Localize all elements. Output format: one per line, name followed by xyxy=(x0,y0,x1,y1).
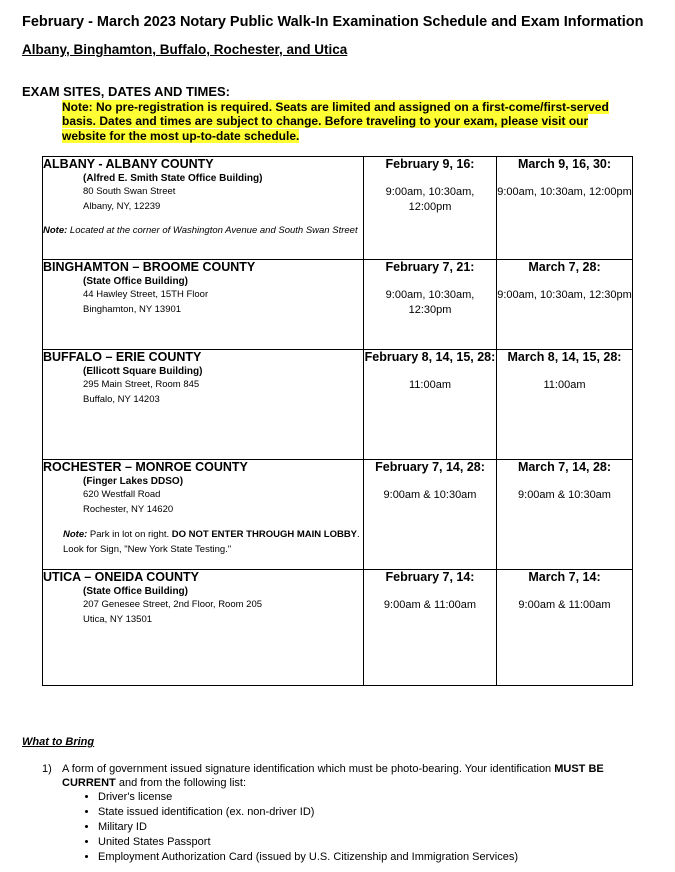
site-cell xyxy=(43,570,364,686)
march-dates: March 8, 14, 15, 28: xyxy=(507,350,622,364)
table-row xyxy=(43,460,633,570)
table-row xyxy=(43,570,633,686)
site-address-line-2: Binghamton, NY 13901 xyxy=(83,304,182,315)
exam-schedule-table xyxy=(42,156,633,686)
site-note-text: Located at the corner of Washington Avenue and South Swan Street xyxy=(67,225,358,236)
site-building: (Ellicott Square Building) xyxy=(83,366,203,377)
site-building: (State Office Building) xyxy=(83,276,188,287)
site-cell xyxy=(43,460,364,570)
table-row xyxy=(43,260,633,350)
note-line-2: basis. Dates and times are subject to change. Before traveling to your exam, please visit our xyxy=(62,114,589,129)
february-cell xyxy=(364,350,497,460)
table-row xyxy=(43,157,633,260)
page-subtitle: Albany, Binghamton, Buffalo, Rochester, and Utica xyxy=(22,42,348,57)
february-cell xyxy=(364,460,497,570)
site-name: BUFFALO – ERIE COUNTY xyxy=(43,350,202,364)
site-building: (Finger Lakes DDSO) xyxy=(83,476,184,487)
site-address-line-2: Utica, NY 13501 xyxy=(83,614,153,625)
site-address-line-2: Buffalo, NY 14203 xyxy=(83,394,160,405)
site-address-line-1: 80 South Swan Street xyxy=(83,186,176,197)
what-to-bring-heading: What to Bring xyxy=(22,736,95,748)
id-requirement-emphasis: MUST BE CURRENT xyxy=(62,763,604,789)
site-name: ALBANY - ALBANY COUNTY xyxy=(43,157,214,171)
march-cell xyxy=(497,350,633,460)
february-dates: February 7, 14, 28: xyxy=(375,460,485,474)
site-address-line-2: Albany, NY, 12239 xyxy=(83,201,161,212)
id-requirement-end: and from the following list: xyxy=(115,777,247,789)
site-note xyxy=(63,527,363,557)
february-dates: February 9, 16: xyxy=(385,157,475,171)
february-cell xyxy=(364,157,497,260)
february-times: 11:00am xyxy=(409,379,451,391)
february-times: 9:00am, 10:30am, 12:00pm xyxy=(385,186,475,213)
february-dates: February 8, 14, 15, 28: xyxy=(364,350,496,364)
site-note-text: Park in lot on right. xyxy=(87,529,172,540)
list-item: • Employment Authorization Card (issued by U.S. Citizenship and Immigration Services) xyxy=(98,850,642,865)
site-note-label: Note: xyxy=(43,225,68,236)
site-building: (Alfred E. Smith State Office Building) xyxy=(83,173,263,184)
site-address-line-1: 44 Hawley Street, 15TH Floor xyxy=(83,289,209,300)
site-building: (State Office Building) xyxy=(83,586,188,597)
site-address-line-1: 207 Genesee Street, 2nd Floor, Room 205 xyxy=(83,599,263,610)
site-cell xyxy=(43,157,364,260)
february-cell xyxy=(364,260,497,350)
site-note-label: Note: xyxy=(63,529,88,540)
march-times: 11:00am xyxy=(543,379,586,391)
march-times: 9:00am, 10:30am, 12:30pm xyxy=(497,289,632,301)
march-times: 9:00am, 10:30am, 12:00pm xyxy=(497,186,632,198)
site-address-line-1: 620 Westfall Road xyxy=(83,489,161,500)
march-cell xyxy=(497,460,633,570)
list-item xyxy=(42,762,642,790)
list-item: • State issued identification (ex. non-driver ID) xyxy=(98,805,642,820)
site-cell xyxy=(43,350,364,460)
march-times: 9:00am & 10:30am xyxy=(518,489,611,501)
march-times: 9:00am & 11:00am xyxy=(518,599,611,611)
site-address-line-2: Rochester, NY 14620 xyxy=(83,504,174,515)
list-item: • Military ID xyxy=(98,820,642,835)
site-address-line-1: 295 Main Street, Room 845 xyxy=(83,379,200,390)
what-to-bring-list xyxy=(42,762,642,865)
page-title: February - March 2023 Notary Public Walk-In Examination Schedule and Exam Information xyxy=(22,14,644,30)
site-name: BINGHAMTON – BROOME COUNTY xyxy=(43,260,256,274)
id-requirement-text: A form of government issued signature identification which must be photo-bearing. Your identification xyxy=(62,763,555,775)
march-dates: March 7, 14: xyxy=(528,570,601,584)
id-type-list xyxy=(42,790,642,865)
march-dates: March 7, 28: xyxy=(528,260,601,274)
site-note-warning: DO NOT ENTER THROUGH MAIN LOBBY xyxy=(171,529,358,540)
february-cell xyxy=(364,570,497,686)
march-cell xyxy=(497,157,633,260)
february-times: 9:00am, 10:30am, 12:30pm xyxy=(385,289,475,316)
site-name: ROCHESTER – MONROE COUNTY xyxy=(43,460,248,474)
table-row xyxy=(43,350,633,460)
list-number: 1) xyxy=(42,763,52,775)
march-dates: March 7, 14, 28: xyxy=(517,460,612,474)
note-line-1: Note: No pre-registration is required. Seats are limited and assigned on a first-come/first-served xyxy=(62,100,609,114)
february-dates: February 7, 21: xyxy=(385,260,475,274)
february-times: 9:00am & 10:30am xyxy=(383,489,477,501)
site-cell xyxy=(43,260,364,350)
site-note xyxy=(43,224,363,238)
section-heading: EXAM SITES, DATES AND TIMES: xyxy=(22,84,231,99)
site-note-tail: . Look for Sign, "New York State Testing." xyxy=(63,529,360,555)
march-cell xyxy=(497,260,633,350)
march-dates: March 9, 16, 30: xyxy=(517,157,612,171)
note-line-3: website for the most up-to-date schedule. xyxy=(62,128,300,143)
list-item: • United States Passport xyxy=(98,835,642,850)
list-item: • Driver's license xyxy=(98,790,642,805)
march-cell xyxy=(497,570,633,686)
february-dates: February 7, 14: xyxy=(385,570,475,584)
site-name: UTICA – ONEIDA COUNTY xyxy=(43,570,200,584)
important-note xyxy=(62,100,652,143)
february-times: 9:00am & 11:00am xyxy=(383,599,477,611)
